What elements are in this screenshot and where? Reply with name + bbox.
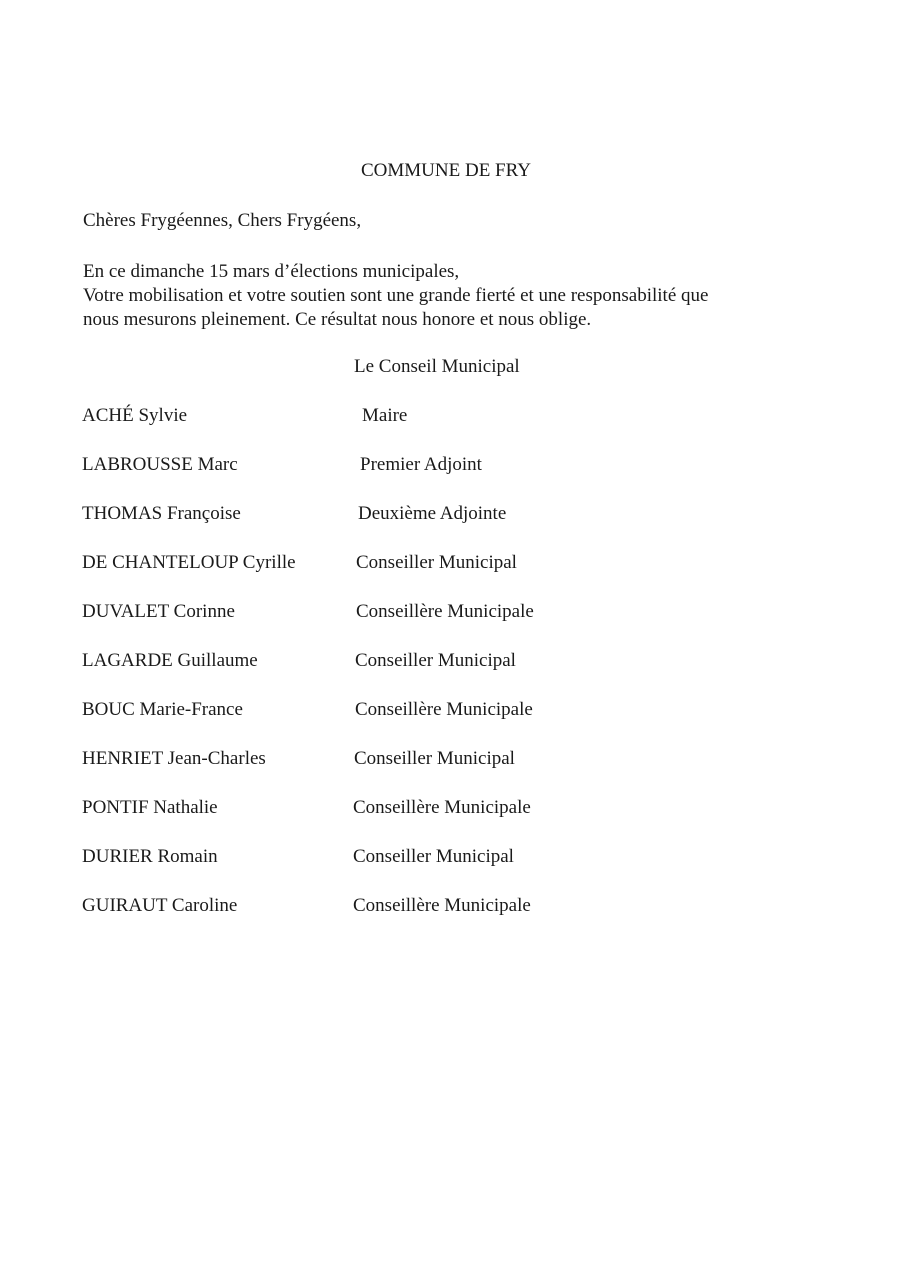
member-row xyxy=(0,406,900,455)
paragraph-line: nous mesurons pleinement. Ce résultat nous honore et nous oblige. xyxy=(83,309,592,330)
member-role: Conseiller Municipal xyxy=(354,748,515,769)
member-role: Premier Adjoint xyxy=(360,454,482,475)
member-name: DUVALET Corinne xyxy=(82,601,235,622)
member-role: Conseillère Municipale xyxy=(353,895,531,916)
member-name: PONTIF Nathalie xyxy=(82,797,218,818)
member-row xyxy=(0,651,900,700)
greeting: Chères Frygéennes, Chers Frygéens, xyxy=(83,210,362,231)
member-role: Conseiller Municipal xyxy=(356,552,517,573)
member-name: DURIER Romain xyxy=(82,846,218,867)
member-row xyxy=(0,504,900,553)
member-name: ACHÉ Sylvie xyxy=(82,405,188,426)
member-name: DE CHANTELOUP Cyrille xyxy=(82,552,296,573)
member-role: Conseiller Municipal xyxy=(353,846,514,867)
member-role: Conseiller Municipal xyxy=(355,650,516,671)
paragraph-line: En ce dimanche 15 mars d’élections municipales, xyxy=(83,261,460,282)
council-heading: Le Conseil Municipal xyxy=(354,356,520,377)
member-name: THOMAS Françoise xyxy=(82,503,241,524)
member-row xyxy=(0,847,900,896)
member-row xyxy=(0,602,900,651)
member-name: GUIRAUT Caroline xyxy=(82,895,238,916)
member-row xyxy=(0,455,900,504)
member-role: Deuxième Adjointe xyxy=(358,503,507,524)
member-name: HENRIET Jean-Charles xyxy=(82,748,266,769)
member-role: Conseillère Municipale xyxy=(355,699,533,720)
paragraph-line: Votre mobilisation et votre soutien sont une grande fierté et une responsabilité que xyxy=(83,285,709,306)
member-name: LAGARDE Guillaume xyxy=(82,650,258,671)
member-role: Conseillère Municipale xyxy=(356,601,534,622)
member-row xyxy=(0,553,900,602)
member-row xyxy=(0,749,900,798)
member-name: LABROUSSE Marc xyxy=(82,454,238,475)
member-role: Conseillère Municipale xyxy=(353,797,531,818)
members-list xyxy=(0,406,900,945)
member-role: Maire xyxy=(362,405,408,426)
body-paragraph xyxy=(83,260,803,332)
member-name: BOUC Marie-France xyxy=(82,699,243,720)
page-title: COMMUNE DE FRY xyxy=(361,160,531,181)
member-row xyxy=(0,798,900,847)
member-row xyxy=(0,896,900,945)
member-row xyxy=(0,700,900,749)
